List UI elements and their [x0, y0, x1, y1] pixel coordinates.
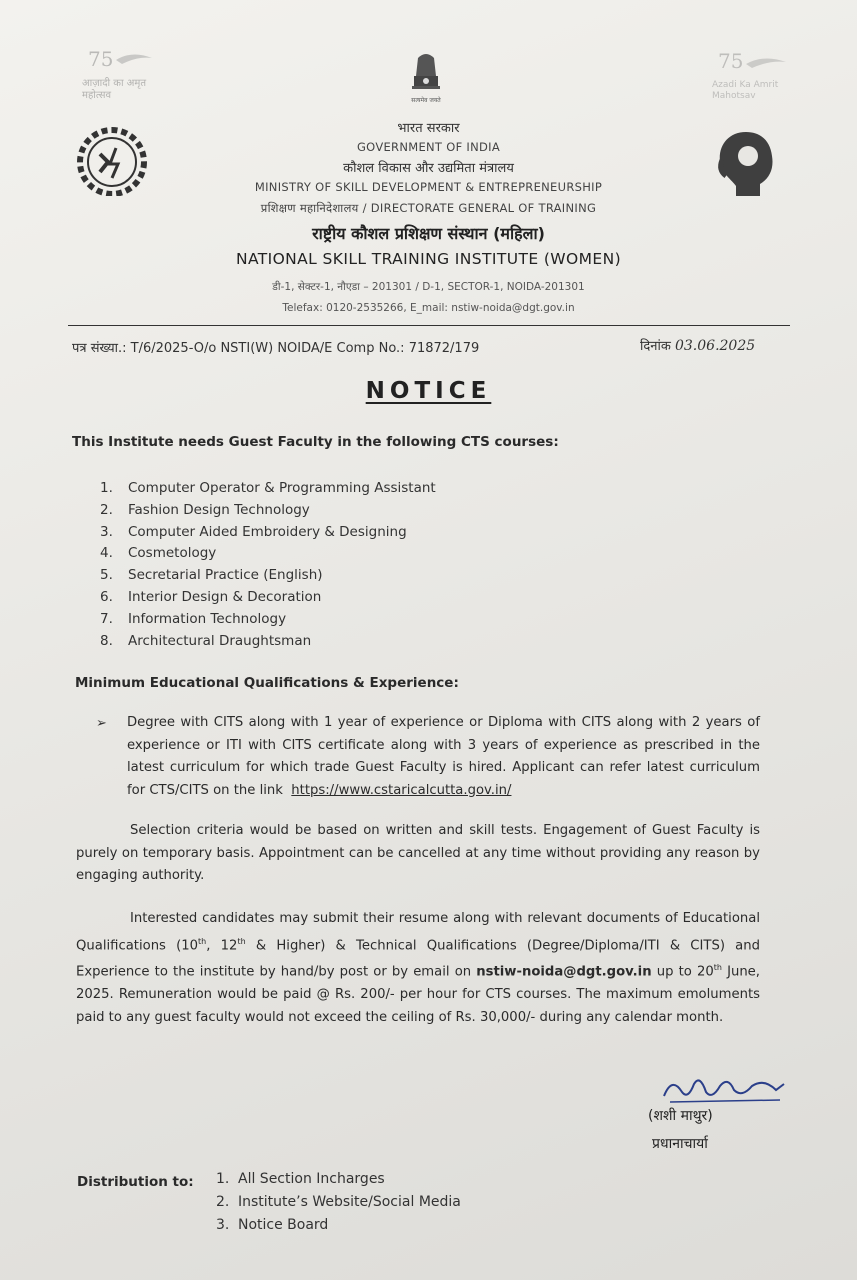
qualification-heading: Minimum Educational Qualifications & Experience:	[75, 675, 459, 691]
distribution-label: Distribution to:	[77, 1174, 194, 1190]
contact-info: Telefax: 0120-2535266, E_mail: nstiw-noida@dgt.gov.in	[282, 302, 575, 314]
list-item: 2. Fashion Design Technology	[100, 501, 310, 518]
email-address[interactable]: nstiw-noida@dgt.gov.in	[476, 964, 652, 980]
header-divider	[68, 325, 790, 326]
list-item: 4. Cosmetology	[100, 545, 217, 562]
svg-text:सत्यमेव जयते: सत्यमेव जयते	[411, 97, 441, 104]
address: डी-1, सेक्टर-1, नौएडा – 201301 / D-1, SECTOR-1, NOIDA-201301	[272, 281, 585, 293]
azadi-ka-amrit-mahotsav-logo-left	[82, 46, 172, 106]
ministry-hindi: कौशल विकास और उद्यमिता मंत्रालय	[343, 161, 514, 176]
ministry-english: MINISTRY OF SKILL DEVELOPMENT & ENTREPRENEURSHIP	[254, 180, 603, 194]
selection-paragraph: Selection criteria would be based on written and skill tests. Engagement of Guest Faculty is purely on temporary basis. Appointment can be cancelled at any time without providing any reason by engaging authority.	[76, 823, 760, 883]
list-item: 6. Interior Design & Decoration	[100, 588, 322, 605]
directorate: प्रशिक्षण महानिदेशालय / DIRECTORATE GENERAL OF TRAINING	[260, 201, 597, 215]
qualification-text: Degree with CITS along with 1 year of experience or Diploma with CITS along with 2 years of experience or ITI with CITS certificate along with 3 years of experience as prescribed in the latest curriculum for which trade Guest Faculty is hired. Applicant can refer latest curriculum for CTS/CITS on the link https://www.cstaricalcutta.gov.in/	[127, 715, 760, 798]
list-item: 7. Information Technology	[100, 610, 287, 627]
gov-english: GOVERNMENT OF INDIA	[356, 140, 501, 154]
list-item: 8. Architectural Draughtsman	[100, 632, 312, 649]
notice-title: NOTICE	[365, 378, 492, 404]
interest-paragraph: Interested candidates may submit their resume along with relevant documents of Educational Qualifications (10th, 12th & Higher) & Technical Qualifications (Degree/Diploma/ITI & CITS) and Experience to the institute by hand/by post or by email on nstiw-noida@dgt.gov.in up to 20th June, 2025. Remuneration would be paid @ Rs. 200/- per hour for CTS courses. The maximum emoluments paid to any guest faculty would not exceed the ceiling of Rs. 30,000/- during any calendar month.	[76, 911, 760, 1025]
bullet-arrow-icon: ➢	[96, 716, 107, 731]
signatory-name: (शशी माथुर)	[648, 1108, 713, 1124]
signatory-designation: प्रधानाचार्या	[652, 1136, 708, 1152]
azadi-text-left: आज़ादी का अमृत महोत्सव	[82, 78, 147, 101]
cstari-link[interactable]: https://www.cstaricalcutta.gov.in/	[291, 782, 512, 798]
institute-english: NATIONAL SKILL TRAINING INSTITUTE (WOMEN)	[235, 250, 622, 268]
svg-text:75: 75	[88, 47, 114, 71]
azadi-text-right: Azadi Ka Amrit Mahotsav	[712, 80, 779, 101]
azadi-ka-amrit-mahotsav-logo-right	[712, 48, 802, 103]
svg-text:75: 75	[718, 49, 744, 73]
reference-number: पत्र संख्या.: T/6/2025-O/o NSTI(W) NOIDA/E Comp No.: 71872/179	[72, 341, 480, 356]
list-item: 1. All Section Incharges	[216, 1171, 385, 1187]
distribution-list	[216, 1168, 461, 1237]
list-item: 3. Computer Aided Embroidery & Designing	[100, 523, 407, 540]
list-item: 2. Institute’s Website/Social Media	[216, 1194, 461, 1210]
national-emblem	[404, 50, 448, 106]
gov-hindi: भारत सरकार	[397, 121, 460, 136]
notice-intro: This Institute needs Guest Faculty in the following CTS courses:	[72, 434, 559, 450]
azadi-75-logo-right-icon	[712, 48, 802, 76]
list-item: 5. Secretarial Practice (English)	[100, 567, 323, 584]
azadi-75-logo-icon	[82, 46, 172, 74]
list-item: 3. Notice Board	[216, 1217, 329, 1233]
date-value: 03.06.2025	[674, 338, 756, 354]
list-item: 1. Computer Operator & Programming Assistant	[100, 480, 436, 496]
ashoka-emblem-icon	[404, 50, 448, 106]
course-list	[100, 478, 436, 652]
date-line	[640, 336, 755, 354]
date-label: दिनांक	[640, 339, 671, 354]
institute-hindi: राष्ट्रीय कौशल प्रशिक्षण संस्थान (महिला)	[312, 224, 545, 243]
